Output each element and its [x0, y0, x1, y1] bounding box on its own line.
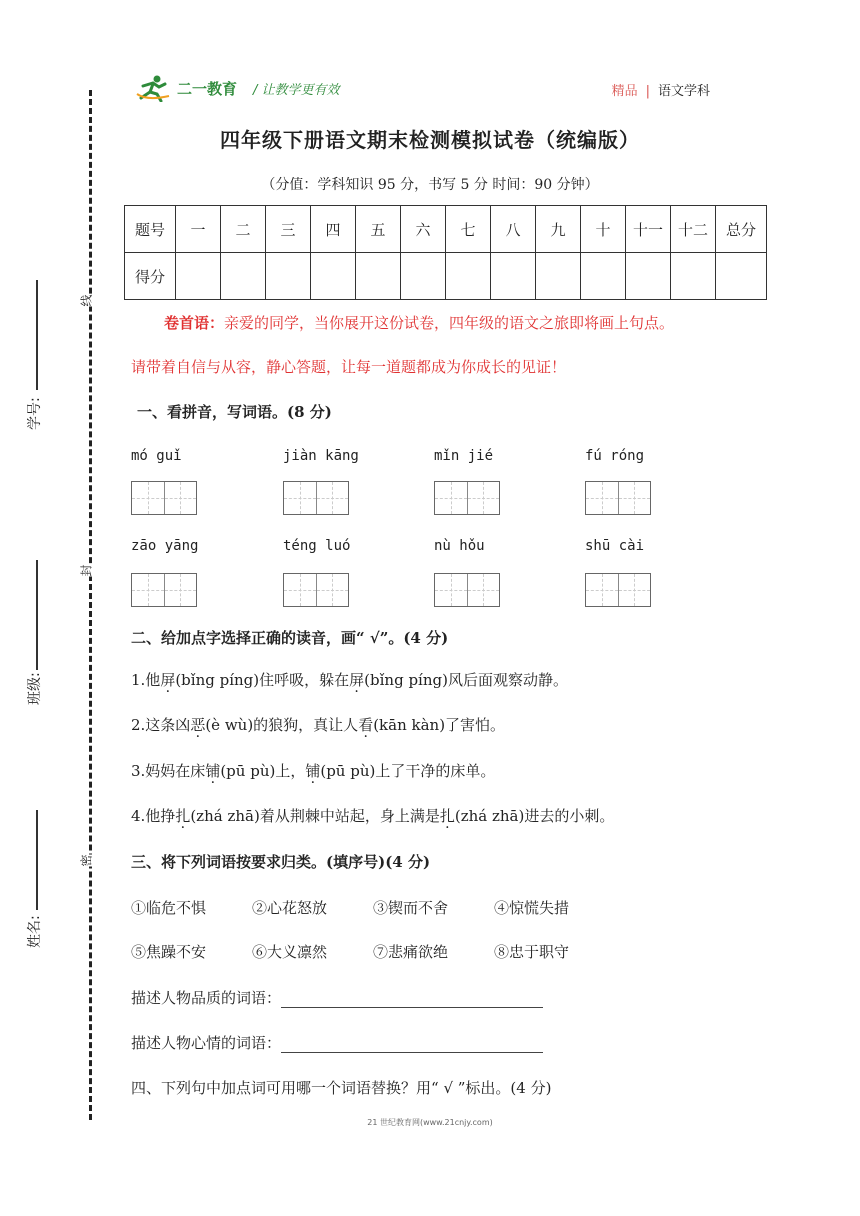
word-option: ⑧忠于职守 — [494, 943, 570, 961]
score-cell[interactable] — [266, 253, 311, 300]
score-cell[interactable] — [311, 253, 356, 300]
table-cell: 十 — [581, 206, 626, 253]
banji-line[interactable] — [36, 560, 38, 670]
writing-grid[interactable] — [585, 573, 651, 607]
word-option: ④惊慌失措 — [494, 899, 570, 917]
answer-blank[interactable] — [281, 1036, 543, 1053]
dotted-char: 屏 — [160, 671, 176, 689]
binding-char-xian: 线 — [76, 294, 97, 306]
pinyin-label: nù hǒu — [434, 538, 485, 554]
footer: 21 世纪教育网(www.21cnjy.com) — [367, 1118, 493, 1127]
score-table — [124, 205, 767, 300]
writing-grid[interactable] — [283, 481, 349, 515]
dotted-char: 屏 — [349, 671, 365, 689]
table-cell: 一 — [176, 206, 221, 253]
table-cell: 十二 — [671, 206, 716, 253]
word-option: ⑤焦躁不安 — [131, 943, 207, 961]
slogan: / 让教学更有效 — [253, 82, 340, 98]
dotted-char: 扎 — [439, 807, 455, 825]
q-text: 1.他 — [131, 671, 161, 689]
dotted-char: 铺 — [305, 762, 321, 780]
table-cell: 五 — [356, 206, 401, 253]
score-cell[interactable] — [176, 253, 221, 300]
xingming-line[interactable] — [36, 810, 38, 910]
score-table-header-row — [125, 206, 767, 253]
table-cell: 六 — [401, 206, 446, 253]
pinyin-label: zāo yāng — [131, 538, 199, 554]
word-option: ⑥大义凛然 — [252, 943, 328, 961]
score-cell[interactable] — [401, 253, 446, 300]
classify-label: 描述人物品质的词语： — [131, 989, 282, 1007]
table-cell: 九 — [536, 206, 581, 253]
word-option: ②心花怒放 — [252, 899, 328, 917]
header-right — [612, 80, 710, 99]
section1-title: 一、看拼音，写词语。(8 分) — [137, 403, 332, 421]
banji-label: 班级: — [27, 672, 43, 705]
reading-choice[interactable]: (zhá zhā)着从荆棘中站起，身上满是 — [190, 807, 440, 825]
pinyin-label: jiàn kāng — [283, 448, 359, 464]
intro-label: 卷首语： — [164, 314, 225, 332]
pinyin-label: mǐn jié — [434, 448, 494, 464]
pinyin-label: téng luó — [283, 538, 351, 554]
word-option: ③锲而不舍 — [373, 899, 449, 917]
writing-grid[interactable] — [283, 573, 349, 607]
intro-line-1 — [164, 312, 674, 333]
section3-title: 三、将下列词语按要求归类。(填序号)(4 分) — [131, 853, 431, 871]
brand-logo — [135, 74, 340, 102]
dotted-char: 恶 — [190, 716, 206, 734]
score-cell[interactable] — [581, 253, 626, 300]
reading-choice[interactable]: (kān kàn)了害怕。 — [373, 716, 506, 734]
table-cell: 十一 — [626, 206, 671, 253]
classify-row-quality — [131, 987, 543, 1008]
header-divider: | — [645, 84, 650, 99]
writing-grid[interactable] — [131, 481, 197, 515]
reading-choice[interactable]: (bǐng píng)风后面观察动静。 — [364, 671, 568, 689]
binding-dash-line — [89, 90, 92, 1120]
runner-icon — [135, 74, 171, 102]
reading-choice[interactable]: (zhá zhā)进去的小刺。 — [454, 807, 615, 825]
xingming-label: 姓名: — [27, 915, 43, 948]
reading-choice[interactable]: (bǐng píng)住呼吸，躲在 — [175, 671, 350, 689]
q-text: 4.他挣 — [131, 807, 176, 825]
writing-grid[interactable] — [434, 481, 500, 515]
section4-title: 四、下列句中加点词可用哪一个词语替换？用“ √ ”标出。(4 分) — [131, 1079, 552, 1097]
table-cell: 二 — [221, 206, 266, 253]
q-text: 2.这条凶 — [131, 716, 191, 734]
score-cell[interactable] — [491, 253, 536, 300]
dotted-char: 铺 — [205, 762, 221, 780]
table-cell: 得分 — [125, 253, 176, 300]
score-cell[interactable] — [671, 253, 716, 300]
xuehao-line[interactable] — [36, 280, 38, 390]
intro-text-1: 亲爱的同学，当你展开这份试卷，四年级的语文之旅即将画上句点。 — [224, 314, 675, 332]
dotted-char: 看 — [358, 716, 374, 734]
score-cell[interactable] — [536, 253, 581, 300]
table-cell: 三 — [266, 206, 311, 253]
page-title: 四年级下册语文期末检测模拟试卷（统编版） — [220, 128, 640, 152]
subject-label: 语文学科 — [657, 84, 710, 99]
word-option: ①临危不惧 — [131, 899, 207, 917]
dotted-char: 扎 — [175, 807, 191, 825]
writing-grid[interactable] — [434, 573, 500, 607]
score-cell[interactable] — [716, 253, 767, 300]
score-info: （分值：学科知识 95 分，书写 5 分 时间：90 分钟） — [261, 177, 599, 193]
table-cell: 题号 — [125, 206, 176, 253]
classify-label: 描述人物心情的词语： — [131, 1034, 282, 1052]
question-item — [131, 805, 614, 826]
xuehao-label: 学号: — [27, 397, 43, 430]
question-item — [131, 760, 495, 781]
reading-choice[interactable]: (è wù)的狼狗，真让人 — [205, 716, 359, 734]
answer-blank[interactable] — [281, 991, 543, 1008]
score-cell[interactable] — [626, 253, 671, 300]
binding-char-feng: 封 — [76, 564, 97, 576]
section2-title: 二、给加点字选择正确的读音，画“ √”。(4 分) — [131, 629, 449, 647]
reading-choice[interactable]: (pū pù)上了干净的床单。 — [320, 762, 496, 780]
binding-char-mi: 密 — [76, 854, 97, 866]
pinyin-label: fú róng — [585, 448, 645, 464]
question-item — [131, 714, 505, 735]
table-cell: 总分 — [716, 206, 767, 253]
table-cell: 四 — [311, 206, 356, 253]
score-table-score-row — [125, 253, 767, 300]
score-cell[interactable] — [446, 253, 491, 300]
score-cell[interactable] — [221, 253, 266, 300]
question-item — [131, 669, 568, 690]
classify-row-mood — [131, 1032, 543, 1053]
word-option: ⑦悲痛欲绝 — [373, 943, 449, 961]
reading-choice[interactable]: (pū pù)上， — [220, 762, 306, 780]
writing-grid[interactable] — [585, 481, 651, 515]
writing-grid[interactable] — [131, 573, 197, 607]
tag-jingpin: 精品 — [611, 84, 638, 99]
intro-line-2: 请带着自信与从容，静心答题，让每一道题都成为你成长的见证！ — [131, 358, 567, 376]
table-cell: 七 — [446, 206, 491, 253]
score-cell[interactable] — [356, 253, 401, 300]
table-cell: 八 — [491, 206, 536, 253]
logo-text: 二一教育 — [177, 79, 238, 98]
pinyin-label: shū cài — [585, 538, 645, 554]
pinyin-label: mó guǐ — [131, 448, 182, 464]
q-text: 3.妈妈在床 — [131, 762, 206, 780]
